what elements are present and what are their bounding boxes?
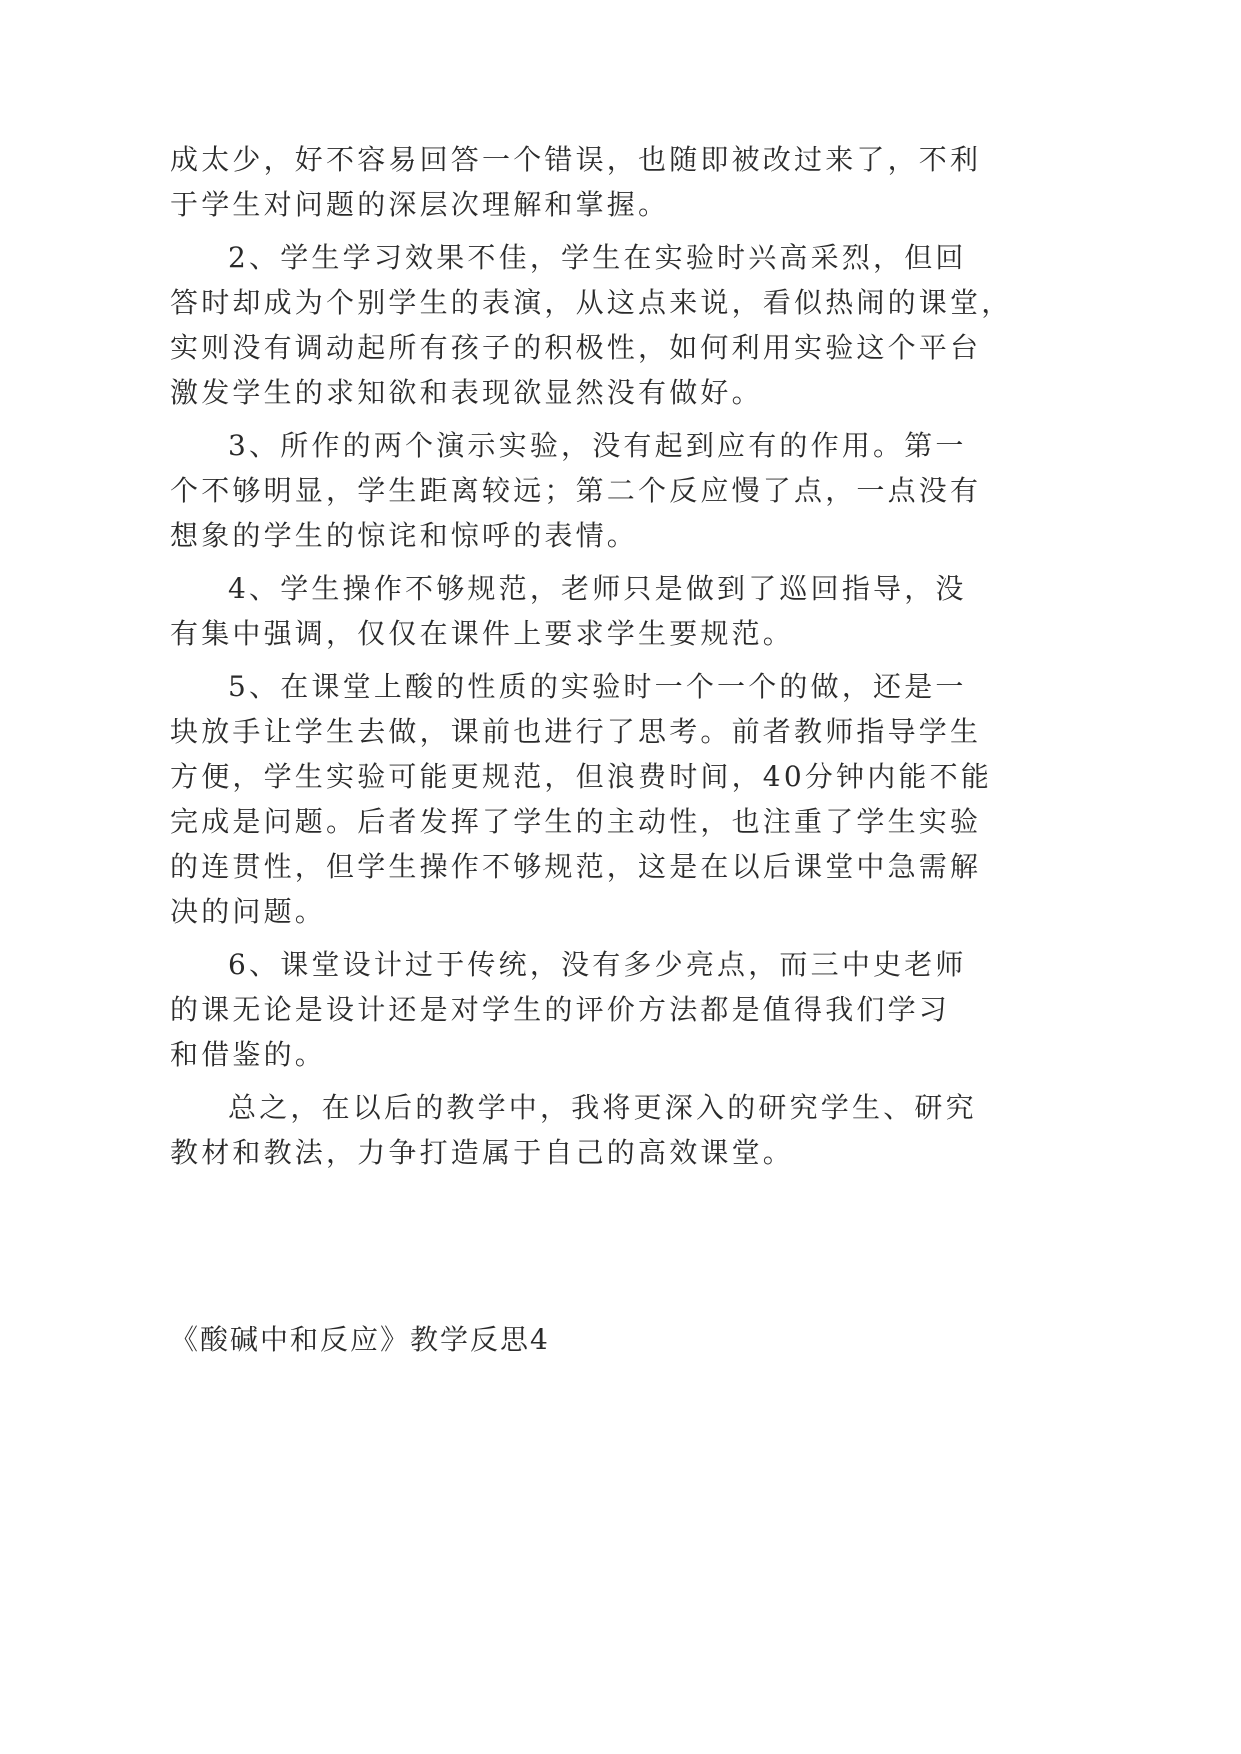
text-line: 完成是问题。后者发挥了学生的主动性，也注重了学生实验 [170,805,982,838]
paragraph [170,423,982,558]
text-line: 激发学生的求知欲和表现欲显然没有做好。 [170,376,763,409]
text-line: 3、所作的两个演示实验，没有起到应有的作用。第一 [228,429,967,462]
text-line: 6、课堂设计过于传统，没有多少亮点，而三中史老师 [228,948,967,981]
text-line: 想象的学生的惊诧和惊呼的表情。 [170,519,639,552]
text-line: 实则没有调动起所有孩子的积极性，如何利用实验这个平台 [170,331,982,364]
text-line: 的课无论是设计还是对学生的评价方法都是值得我们学习 [170,993,951,1026]
paragraph [170,664,993,934]
text-line: 4、学生操作不够规范，老师只是做到了巡回指导，没 [228,572,967,605]
document-body [170,137,1013,1183]
text-line: 5、在课堂上酸的性质的实验时一个一个的做，还是一 [228,670,967,703]
text-line: 和借鉴的。 [170,1038,327,1071]
text-line: 个不够明显，学生距离较远；第二个反应慢了点，一点没有 [170,474,982,507]
text-line: 有集中强调，仅仅在课件上要求学生要规范。 [170,617,795,650]
text-line: 教材和教法，力争打造属于自己的高效课堂。 [170,1136,795,1169]
text-line: 决的问题。 [170,895,327,928]
text-line: 块放手让学生去做，课前也进行了思考。前者教师指导学生 [170,715,982,748]
paragraph [170,1085,977,1175]
text-line: 方便，学生实验可能更规范，但浪费时间，40分钟内能不能 [170,760,993,793]
text-line: 答时却成为个别学生的表演，从这点来说，看似热闹的课堂， [170,286,1013,319]
section-heading: 《酸碱中和反应》教学反思4 [170,1323,550,1356]
text-line: 成太少，好不容易回答一个错误，也随即被改过来了，不利 [170,143,982,176]
text-line: 的连贯性，但学生操作不够规范，这是在以后课堂中急需解 [170,850,982,883]
text-line: 2、学生学习效果不佳，学生在实验时兴高采烈，但回 [228,241,967,274]
text-line: 于学生对问题的深层次理解和掌握。 [170,188,670,221]
paragraph [170,942,967,1077]
paragraph [170,235,1013,415]
text-line: 总之，在以后的教学中，我将更深入的研究学生、研究 [228,1091,977,1124]
paragraph [170,566,967,656]
paragraph [170,137,982,227]
